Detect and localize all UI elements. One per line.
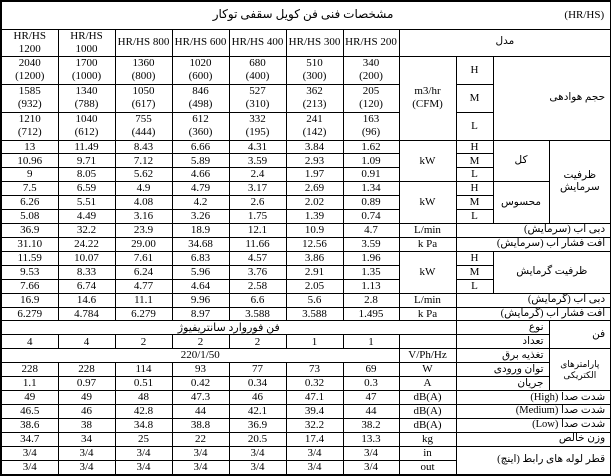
value-cell: 340 (200) xyxy=(343,56,399,84)
value-cell: 0.74 xyxy=(343,210,399,224)
value-cell: 3.76 xyxy=(229,265,286,279)
value-cell: 2 xyxy=(229,335,286,349)
unit-cell: V/Ph/Hz xyxy=(399,349,456,363)
value-cell: 36.9 xyxy=(229,418,286,432)
value-cell: 46 xyxy=(58,405,115,419)
unit-cell: in xyxy=(399,446,456,460)
value-cell: 5.89 xyxy=(172,154,229,168)
value-cell: 2.58 xyxy=(229,279,286,293)
value-cell: 3.59 xyxy=(229,154,286,168)
value-cell: 3/4 xyxy=(1,460,58,475)
unit-cell: L/min xyxy=(399,293,456,307)
model-header-cell: HR/HS 1000 xyxy=(58,29,115,56)
title-row xyxy=(1,1,611,29)
value-cell: 4.64 xyxy=(172,279,229,293)
row-label-net-weight: وزن خالص xyxy=(456,432,611,446)
value-cell: 0.91 xyxy=(343,168,399,182)
value-cell: 114 xyxy=(115,363,172,377)
section-label-heating: ظرفیت گرمایش xyxy=(493,251,611,293)
input-power-label: توان ورودی xyxy=(456,363,549,377)
section-label-air-volume: حجم هوادهی xyxy=(493,56,611,140)
value-cell: 0.34 xyxy=(229,377,286,391)
value-cell: 2.4 xyxy=(229,168,286,182)
unit-cell: kW xyxy=(399,251,456,293)
unit-cell: dB(A) xyxy=(399,405,456,419)
speed-cell: H xyxy=(456,56,493,84)
value-cell: 2 xyxy=(172,335,229,349)
value-cell: 3/4 xyxy=(229,446,286,460)
value-cell: 0.3 xyxy=(343,377,399,391)
value-cell: 9.96 xyxy=(172,293,229,307)
value-cell: 77 xyxy=(229,363,286,377)
value-cell: 3/4 xyxy=(172,446,229,460)
value-cell: 1 xyxy=(343,335,399,349)
value-cell: 1050 (617) xyxy=(115,84,172,112)
value-cell: 24.22 xyxy=(58,237,115,251)
value-cell: 47.3 xyxy=(172,391,229,405)
value-cell: 2.93 xyxy=(286,154,343,168)
value-cell: 12.56 xyxy=(286,237,343,251)
value-cell: 1.62 xyxy=(343,140,399,154)
value-cell: 1.97 xyxy=(286,168,343,182)
row-label-water-flow-heating: دبی آب (گرمایش) xyxy=(456,293,611,307)
value-cell: 29.00 xyxy=(115,237,172,251)
value-cell: 228 xyxy=(58,363,115,377)
row-water-flow-cooling xyxy=(1,224,611,238)
value-cell: 36.9 xyxy=(1,224,58,238)
value-cell: 1585 (932) xyxy=(1,84,58,112)
value-cell: 2.91 xyxy=(286,265,343,279)
value-cell: 5.51 xyxy=(58,196,115,210)
row-label-sound-low: شدت صدا (Low) xyxy=(456,418,611,432)
speed-cell: M xyxy=(456,265,493,279)
model-header-cell: HR/HS 600 xyxy=(172,29,229,56)
value-cell: 42.1 xyxy=(229,405,286,419)
unit-cell: k Pa xyxy=(399,237,456,251)
value-cell: 6.59 xyxy=(58,182,115,196)
value-cell: 34.8 xyxy=(115,418,172,432)
row-cooling-sensible-h xyxy=(1,182,611,196)
row-fan-type xyxy=(1,321,611,335)
row-label-sound-medium: شدت صدا (Medium) xyxy=(456,405,611,419)
value-cell: 4.31 xyxy=(229,140,286,154)
value-cell: 5.6 xyxy=(286,293,343,307)
value-cell: 4.9 xyxy=(115,182,172,196)
value-cell: 1.35 xyxy=(343,265,399,279)
value-cell: 3/4 xyxy=(286,460,343,475)
value-cell: 7.66 xyxy=(1,279,58,293)
row-heating-h xyxy=(1,251,611,265)
value-cell: 3/4 xyxy=(1,446,58,460)
value-cell: 3/4 xyxy=(115,446,172,460)
value-cell: 1040 (612) xyxy=(58,112,115,140)
section-label-electrical: پارامترهای الکتریکی xyxy=(549,349,611,391)
empty-unit-cell xyxy=(399,335,456,349)
speed-cell: L xyxy=(456,210,493,224)
value-cell: 2.6 xyxy=(229,196,286,210)
value-cell: 1.495 xyxy=(343,307,399,321)
value-cell: 6.279 xyxy=(115,307,172,321)
model-header-row xyxy=(1,29,611,56)
value-cell: 6.24 xyxy=(115,265,172,279)
value-cell: 46.5 xyxy=(1,405,58,419)
speed-cell: H xyxy=(456,251,493,265)
row-pressure-drop-cooling xyxy=(1,237,611,251)
row-label-water-flow-cooling: دبی آب (سرمایش) xyxy=(456,224,611,238)
value-cell: 7.12 xyxy=(115,154,172,168)
row-current xyxy=(1,377,611,391)
row-air-volume-h xyxy=(1,56,611,84)
value-cell: 8.43 xyxy=(115,140,172,154)
value-cell: 31.10 xyxy=(1,237,58,251)
speed-cell: L xyxy=(456,112,493,140)
value-cell: 38.2 xyxy=(343,418,399,432)
value-cell: 4.784 xyxy=(58,307,115,321)
value-cell: 38.8 xyxy=(172,418,229,432)
value-cell: 48 xyxy=(115,391,172,405)
value-cell: 49 xyxy=(1,391,58,405)
speed-cell: H xyxy=(456,182,493,196)
value-cell: 3/4 xyxy=(343,446,399,460)
value-cell: 2.02 xyxy=(286,196,343,210)
value-cell: 38.6 xyxy=(1,418,58,432)
value-cell: 0.89 xyxy=(343,196,399,210)
power-supply-value: 220/1/50 xyxy=(1,349,399,363)
value-cell: 11.66 xyxy=(229,237,286,251)
power-supply-label: تغذیه برق xyxy=(456,349,549,363)
value-cell: 73 xyxy=(286,363,343,377)
fan-qty-label: تعداد xyxy=(456,335,549,349)
value-cell: 3.588 xyxy=(229,307,286,321)
value-cell: 1.1 xyxy=(1,377,58,391)
value-cell: 34.68 xyxy=(172,237,229,251)
value-cell: 1.96 xyxy=(343,251,399,265)
value-cell: 4.2 xyxy=(172,196,229,210)
value-cell: 3/4 xyxy=(229,460,286,475)
speed-cell: M xyxy=(456,84,493,112)
value-cell: 44 xyxy=(172,405,229,419)
value-cell: 1.09 xyxy=(343,154,399,168)
value-cell: 241 (142) xyxy=(286,112,343,140)
value-cell: 10.9 xyxy=(286,224,343,238)
unit-cell: kW xyxy=(399,140,456,182)
unit-cell: dB(A) xyxy=(399,418,456,432)
value-cell: 20.5 xyxy=(229,432,286,446)
value-cell: 1.75 xyxy=(229,210,286,224)
value-cell: 4.49 xyxy=(58,210,115,224)
section-label-fan: فن xyxy=(549,321,611,349)
row-sound-high xyxy=(1,391,611,405)
value-cell: 5.08 xyxy=(1,210,58,224)
value-cell: 3/4 xyxy=(172,460,229,475)
value-cell: 8.33 xyxy=(58,265,115,279)
value-cell: 16.9 xyxy=(1,293,58,307)
value-cell: 6.83 xyxy=(172,251,229,265)
row-label-pressure-drop-heating: افت فشار آب (گرمایش) xyxy=(456,307,611,321)
value-cell: 0.32 xyxy=(286,377,343,391)
row-sound-medium xyxy=(1,405,611,419)
value-cell: 4.77 xyxy=(115,279,172,293)
value-cell: 44 xyxy=(343,405,399,419)
value-cell: 2.8 xyxy=(343,293,399,307)
value-cell: 1.13 xyxy=(343,279,399,293)
unit-cell: m3/hr (CFM) xyxy=(399,56,456,140)
value-cell: 32.2 xyxy=(58,224,115,238)
value-cell: 362 (213) xyxy=(286,84,343,112)
value-cell: 1210 (712) xyxy=(1,112,58,140)
value-cell: 32.2 xyxy=(286,418,343,432)
value-cell: 11.49 xyxy=(58,140,115,154)
row-label-pipe-diameter: قطر لوله های رابط (اینچ) xyxy=(456,446,611,475)
unit-cell: out xyxy=(399,460,456,475)
value-cell: 846 (498) xyxy=(172,84,229,112)
value-cell: 1340 (788) xyxy=(58,84,115,112)
sub-label-cooling-total: کل xyxy=(493,140,549,182)
value-cell: 1 xyxy=(286,335,343,349)
value-cell: 18.9 xyxy=(172,224,229,238)
value-cell: 9.53 xyxy=(1,265,58,279)
value-cell: 3/4 xyxy=(58,446,115,460)
value-cell: 0.51 xyxy=(115,377,172,391)
value-cell: 6.279 xyxy=(1,307,58,321)
row-sound-low xyxy=(1,418,611,432)
value-cell: 42.8 xyxy=(115,405,172,419)
row-label-sound-high: شدت صدا (High) xyxy=(456,391,611,405)
value-cell: 3.16 xyxy=(115,210,172,224)
value-cell: 6.6 xyxy=(229,293,286,307)
value-cell: 4.79 xyxy=(172,182,229,196)
model-header-cell: HR/HS 400 xyxy=(229,29,286,56)
section-label-cooling: ظرفیت سرمایش xyxy=(549,140,611,224)
current-label: جریان xyxy=(456,377,549,391)
speed-cell: L xyxy=(456,168,493,182)
value-cell: 5.62 xyxy=(115,168,172,182)
value-cell: 9.71 xyxy=(58,154,115,168)
value-cell: 34.7 xyxy=(1,432,58,446)
value-cell: 69 xyxy=(343,363,399,377)
model-header-cell: HR/HS 200 xyxy=(343,29,399,56)
value-cell: 13.3 xyxy=(343,432,399,446)
value-cell: 4.57 xyxy=(229,251,286,265)
unit-cell: dB(A) xyxy=(399,391,456,405)
value-cell: 38 xyxy=(58,418,115,432)
unit-cell: A xyxy=(399,377,456,391)
speed-cell: L xyxy=(456,279,493,293)
value-cell: 5.96 xyxy=(172,265,229,279)
value-cell: 8.05 xyxy=(58,168,115,182)
row-fan-qty xyxy=(1,335,611,349)
speed-cell: M xyxy=(456,154,493,168)
value-cell: 1700 (1000) xyxy=(58,56,115,84)
value-cell: 3.84 xyxy=(286,140,343,154)
unit-cell: L/min xyxy=(399,224,456,238)
value-cell: 10.96 xyxy=(1,154,58,168)
row-label-pressure-drop-cooling: افت فشار آب (سرمایش) xyxy=(456,237,611,251)
value-cell: 1.39 xyxy=(286,210,343,224)
value-cell: 510 (300) xyxy=(286,56,343,84)
unit-cell: k Pa xyxy=(399,307,456,321)
value-cell: 3/4 xyxy=(286,446,343,460)
value-cell: 0.97 xyxy=(58,377,115,391)
value-cell: 3.588 xyxy=(286,307,343,321)
row-pipe-in xyxy=(1,446,611,460)
row-net-weight xyxy=(1,432,611,446)
sub-label-cooling-sensible: محسوس xyxy=(493,182,549,224)
value-cell: 2.05 xyxy=(286,279,343,293)
unit-cell: kW xyxy=(399,182,456,224)
value-cell: 4 xyxy=(58,335,115,349)
value-cell: 39.4 xyxy=(286,405,343,419)
value-cell: 93 xyxy=(172,363,229,377)
value-cell: 4.7 xyxy=(343,224,399,238)
value-cell: 25 xyxy=(115,432,172,446)
value-cell: 163 (96) xyxy=(343,112,399,140)
value-cell: 3/4 xyxy=(115,460,172,475)
value-cell: 6.66 xyxy=(172,140,229,154)
value-cell: 49 xyxy=(58,391,115,405)
value-cell: 11.59 xyxy=(1,251,58,265)
speed-cell: H xyxy=(456,140,493,154)
value-cell: 4 xyxy=(1,335,58,349)
value-cell: 6.26 xyxy=(1,196,58,210)
value-cell: 205 (120) xyxy=(343,84,399,112)
value-cell: 0.42 xyxy=(172,377,229,391)
row-cooling-total-h xyxy=(1,140,611,154)
unit-cell: W xyxy=(399,363,456,377)
value-cell: 527 (310) xyxy=(229,84,286,112)
row-pressure-drop-heating xyxy=(1,307,611,321)
value-cell: 46 xyxy=(229,391,286,405)
value-cell: 17.4 xyxy=(286,432,343,446)
value-cell: 3.59 xyxy=(343,237,399,251)
fan-type-value: فن فوروارد سانتریفیوژ xyxy=(1,321,456,335)
value-cell: 755 (444) xyxy=(115,112,172,140)
row-power-supply xyxy=(1,349,611,363)
value-cell: 680 (400) xyxy=(229,56,286,84)
value-cell: 1.34 xyxy=(343,182,399,196)
value-cell: 23.9 xyxy=(115,224,172,238)
row-input-power xyxy=(1,363,611,377)
value-cell: 14.6 xyxy=(58,293,115,307)
unit-cell: kg xyxy=(399,432,456,446)
value-cell: 2 xyxy=(115,335,172,349)
value-cell: 47.1 xyxy=(286,391,343,405)
value-cell: 228 xyxy=(1,363,58,377)
value-cell: 3.17 xyxy=(229,182,286,196)
value-cell: 7.5 xyxy=(1,182,58,196)
model-header-cell: HR/HS 300 xyxy=(286,29,343,56)
value-cell: 3/4 xyxy=(58,460,115,475)
value-cell: 3.26 xyxy=(172,210,229,224)
value-cell: 6.74 xyxy=(58,279,115,293)
value-cell: 13 xyxy=(1,140,58,154)
value-cell: 7.61 xyxy=(115,251,172,265)
value-cell: 10.07 xyxy=(58,251,115,265)
speed-cell: M xyxy=(456,196,493,210)
value-cell: 2040 (1200) xyxy=(1,56,58,84)
value-cell: 47 xyxy=(343,391,399,405)
value-cell: 11.1 xyxy=(115,293,172,307)
value-cell: 9 xyxy=(1,168,58,182)
value-cell: 1360 (800) xyxy=(115,56,172,84)
value-cell: 2.69 xyxy=(286,182,343,196)
value-cell: 12.1 xyxy=(229,224,286,238)
value-cell: 612 (360) xyxy=(172,112,229,140)
model-header-cell: HR/HS 1200 xyxy=(1,29,58,56)
page-title: مشخصات فنی فن کویل سقفی توکار xyxy=(212,7,394,22)
value-cell: 332 (195) xyxy=(229,112,286,140)
model-label-cell: مدل xyxy=(399,29,611,56)
series-tag: (HR/HS) xyxy=(564,8,605,21)
value-cell: 8.97 xyxy=(172,307,229,321)
value-cell: 3.86 xyxy=(286,251,343,265)
value-cell: 4.66 xyxy=(172,168,229,182)
model-header-cell: HR/HS 800 xyxy=(115,29,172,56)
title-cell xyxy=(1,1,611,29)
value-cell: 4.08 xyxy=(115,196,172,210)
row-water-flow-heating xyxy=(1,293,611,307)
value-cell: 22 xyxy=(172,432,229,446)
value-cell: 3/4 xyxy=(343,460,399,475)
fan-type-label: نوع xyxy=(456,321,549,335)
value-cell: 1020 (600) xyxy=(172,56,229,84)
value-cell: 34 xyxy=(58,432,115,446)
